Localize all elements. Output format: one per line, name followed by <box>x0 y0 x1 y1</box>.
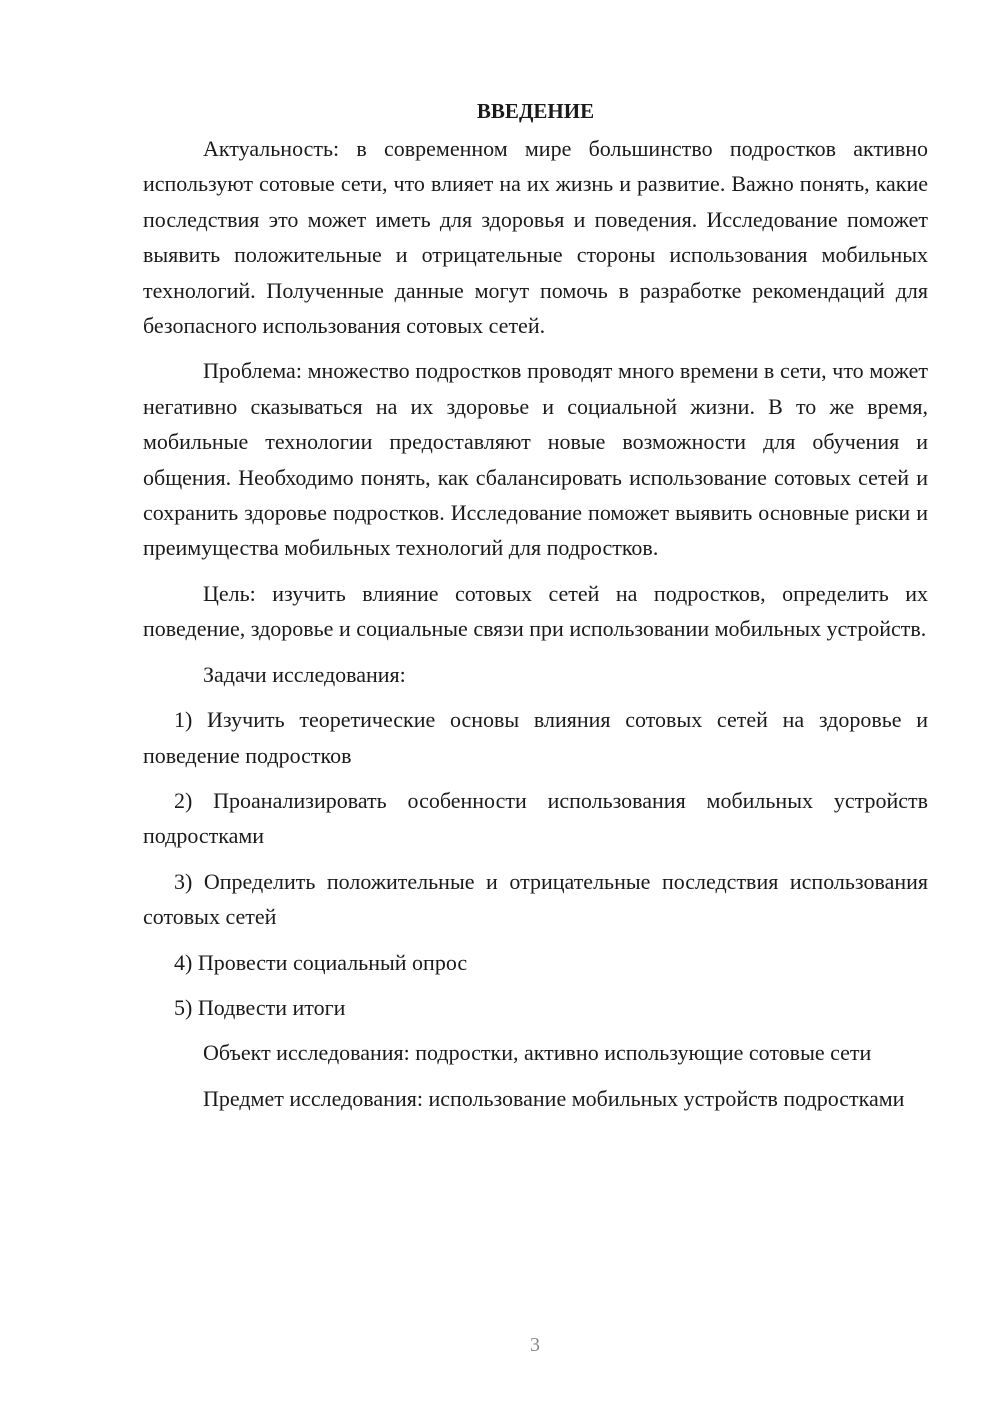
research-subject-paragraph: Предмет исследования: использование мобильных устройств подростками <box>203 1085 905 1111</box>
task-item-3: 3) Определить положительные и отрицательные последствия использования сотовых сетей <box>143 868 928 930</box>
page-title: ВВЕДЕНИЕ <box>476 99 595 123</box>
task-item-1: 1) Изучить теоретические основы влияния сотовых сетей на здоровье и поведение подростков <box>143 707 928 768</box>
tasks-heading: Задачи исследования: <box>203 661 406 687</box>
problem-paragraph: Проблема: множество подростков проводят много времени в сети, что может негативно сказываться на их здоровье и социальной жизни. В то же время, мобильные технологии предоставляют новые возможности для обучения и общения. Необходимо понять, как сбалансировать использование сотовых сетей и сохранить здоровье подростков. Исследование поможет выявить основные риски и преимущества мобильных технологий для подростков. <box>143 358 928 561</box>
task-item-4: 4) Провести социальный опрос <box>174 949 468 975</box>
research-object-paragraph: Объект исследования: подростки, активно использующие сотовые сети <box>203 1040 872 1066</box>
goal-paragraph: Цель: изучить влияние сотовых сетей на подростков, определить их поведение, здоровье и социальные связи при использовании мобильных устройств. <box>143 580 928 642</box>
relevance-paragraph: Актуальность: в современном мире большинство подростков активно используют сотовые сети, что влияет на их жизнь и развитие. Важно понять, какие последствия это может иметь для здоровья и поведения. Исследование поможет выявить положительные и отрицательные стороны использования мобильных технологий. Полученные данные могут помочь в разработке рекомендаций для безопасного использования сотовых сетей. <box>143 136 928 339</box>
task-item-2: 2) Проанализировать особенности использования мобильных устройств подростками <box>143 787 928 849</box>
task-item-5: 5) Подвести итоги <box>174 994 346 1020</box>
page-number: 3 <box>530 1334 540 1356</box>
page-content <box>143 95 928 1126</box>
